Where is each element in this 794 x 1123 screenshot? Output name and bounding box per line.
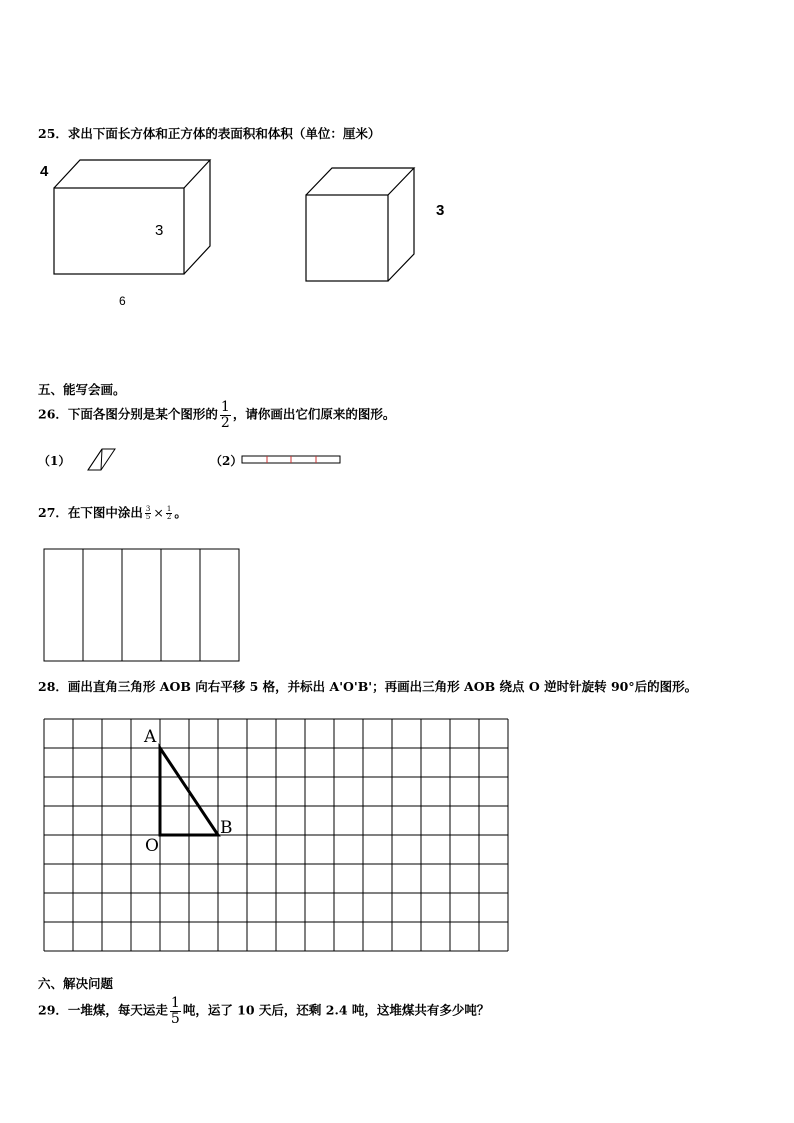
q26-frac-den: 2 — [220, 414, 230, 431]
section5-heading: 五、能写会画。 — [38, 382, 126, 397]
cuboid-length-label: 6 — [119, 294, 126, 308]
cuboid-depth-label: 4 — [40, 163, 49, 180]
q27-frac2-num: 1 — [166, 504, 172, 513]
point-b-label: B — [220, 818, 233, 838]
cube-edge-label: 3 — [436, 202, 445, 219]
q26-item2-label: （2） — [210, 454, 243, 468]
q29-frac-num: 1 — [170, 995, 180, 1011]
q26-frac-num: 1 — [220, 399, 230, 415]
q27-suffix: 。 — [174, 505, 187, 520]
q29-suffix: 吨，运了 10 天后，还剩 2.4 吨，这堆煤共有多少吨？ — [182, 1002, 490, 1018]
q27-frac1-num: 3 — [145, 504, 151, 513]
q26-item1-label: （1） — [38, 454, 71, 468]
section6-heading: 六、解决问题 — [38, 976, 114, 991]
q29-frac-den: 5 — [170, 1010, 180, 1027]
q29-fraction — [170, 996, 181, 1026]
point-o-label: O — [145, 836, 159, 856]
q27-times: × — [153, 505, 164, 520]
point-a-label: A — [144, 727, 157, 747]
q27-frac1-den: 5 — [145, 513, 151, 521]
q26-suffix: ，请你画出它们原来的图形。 — [232, 406, 396, 422]
q29-prefix: 29．一堆煤，每天运走 — [38, 1002, 168, 1018]
q27-frac2-den: 2 — [166, 513, 172, 521]
q29-text — [38, 996, 489, 1026]
q26-prefix: 26．下面各图分别是某个图形的 — [38, 406, 218, 422]
q25-text: 25．求出下面长方体和正方体的表面积和体积（单位：厘米） — [38, 126, 381, 141]
q27-prefix: 27．在下图中涂出 — [38, 505, 143, 520]
cuboid-height-label: 3 — [155, 222, 164, 239]
q28-text: 28．画出直角三角形 AOB 向右平移 5 格，并标出 A'O'B'；再画出三角形 AOB 绕点 O 逆时针旋转 90°后的图形。 — [38, 679, 698, 694]
